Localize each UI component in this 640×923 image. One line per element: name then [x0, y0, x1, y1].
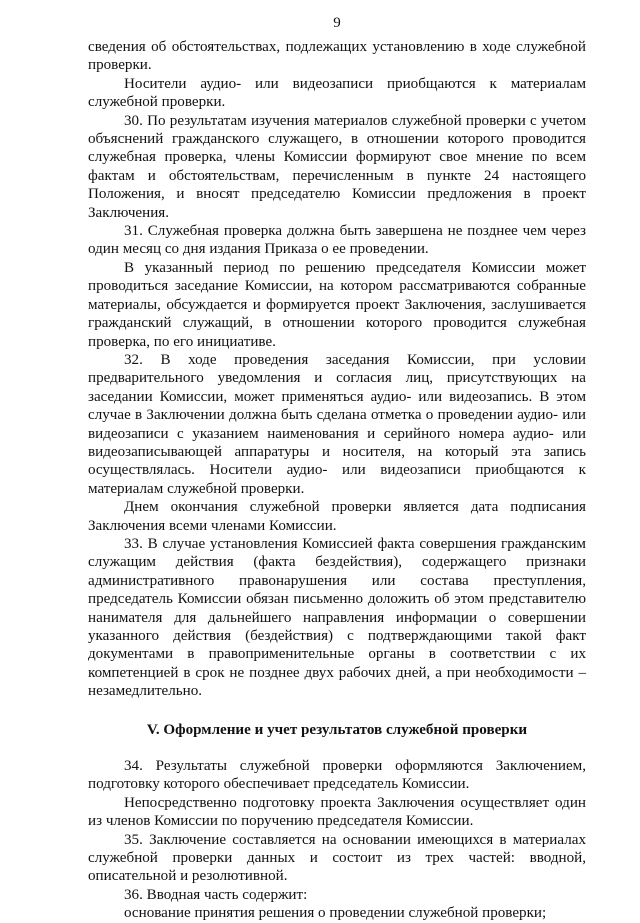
page-number: 9	[333, 15, 341, 31]
paragraph: В указанный период по решению председателя Комиссии может проводиться заседание Комиссии, на котором рассматриваются собранные материалы, обсуждается и формируется проект Заключения, заслушивается гражданский служащий, в отношении которого проводится служебная проверка, по его инициативе.	[88, 259, 586, 350]
section-heading: V. Оформление и учет результатов служебной проверки	[146, 721, 528, 738]
paragraph-item-32: 32. В ходе проведения заседания Комиссии, при условии предварительного уведомления и согласия лиц, присутствующих на заседании Комиссии, может применяться аудио- или видеозапись. В этом случае в Заключении должна быть сделана отметка о проведении аудио- или видеозаписи с указанием наименования и серийного номера аудио- или видеозаписывающей аппаратуры и носителя, на который эта запись осуществлялась. Носители аудио- или видеозаписи приобщаются к материалам служебной проверки.	[88, 351, 586, 497]
body-text-before	[88, 38, 586, 701]
paragraph-item-36: 36. Вводная часть содержит:	[124, 886, 308, 903]
paragraph: Днем окончания служебной проверки является дата подписания Заключения всеми членами Комиссии.	[88, 499, 586, 534]
paragraph-item-31: 31. Служебная проверка должна быть завершена не позднее чем через один месяц со дня издания Приказа о ее проведении.	[88, 223, 586, 258]
paragraph-item-35: 35. Заключение составляется на основании имеющихся в материалах служебной проверки данных и состоит из трех частей: вводной, описательной и резолютивной.	[88, 831, 586, 885]
paragraph: Носители аудио- или видеозаписи приобщаются к материалам служебной проверки.	[88, 75, 586, 111]
paragraph-item-33: 33. В случае установления Комиссией факта совершения гражданским служащим действия (факта бездействия), содержащего признаки административного правонарушения или состава преступления, председатель Комиссии обязан письменно доложить об этом представителю нанимателя для дальнейшего направления информации о совершении указанного действия (бездействия) с подтверждающими такой факт документами в правоприменительные органы в соответствии с их компетенцией в срок не позднее двух рабочих дней, а при необходимости – незамедлительно.	[88, 535, 586, 700]
paragraph-item-30: 30. По результатам изучения материалов служебной проверки с учетом объяснений гражданского служащего, в отношении которого проводится служебная проверка, члены Комиссии формируют свое мнение по всем фактам и обстоятельствам, перечисленным в пункте 24 настоящего Положения, и вносят председателю Комиссии предложения в проект Заключения.	[88, 112, 586, 221]
paragraph-item-34: 34. Результаты служебной проверки оформляются Заключением, подготовку которого обеспечивает председатель Комиссии.	[88, 758, 586, 793]
paragraph: сведения об обстоятельствах, подлежащих установлению в ходе служебной проверки.	[88, 39, 586, 74]
paragraph: основание принятия решения о проведении служебной проверки;	[124, 905, 547, 922]
body-text-after	[88, 757, 586, 923]
paragraph: Непосредственно подготовку проекта Заключения осуществляет один из членов Комиссии по поручению председателя Комиссии.	[88, 794, 586, 830]
